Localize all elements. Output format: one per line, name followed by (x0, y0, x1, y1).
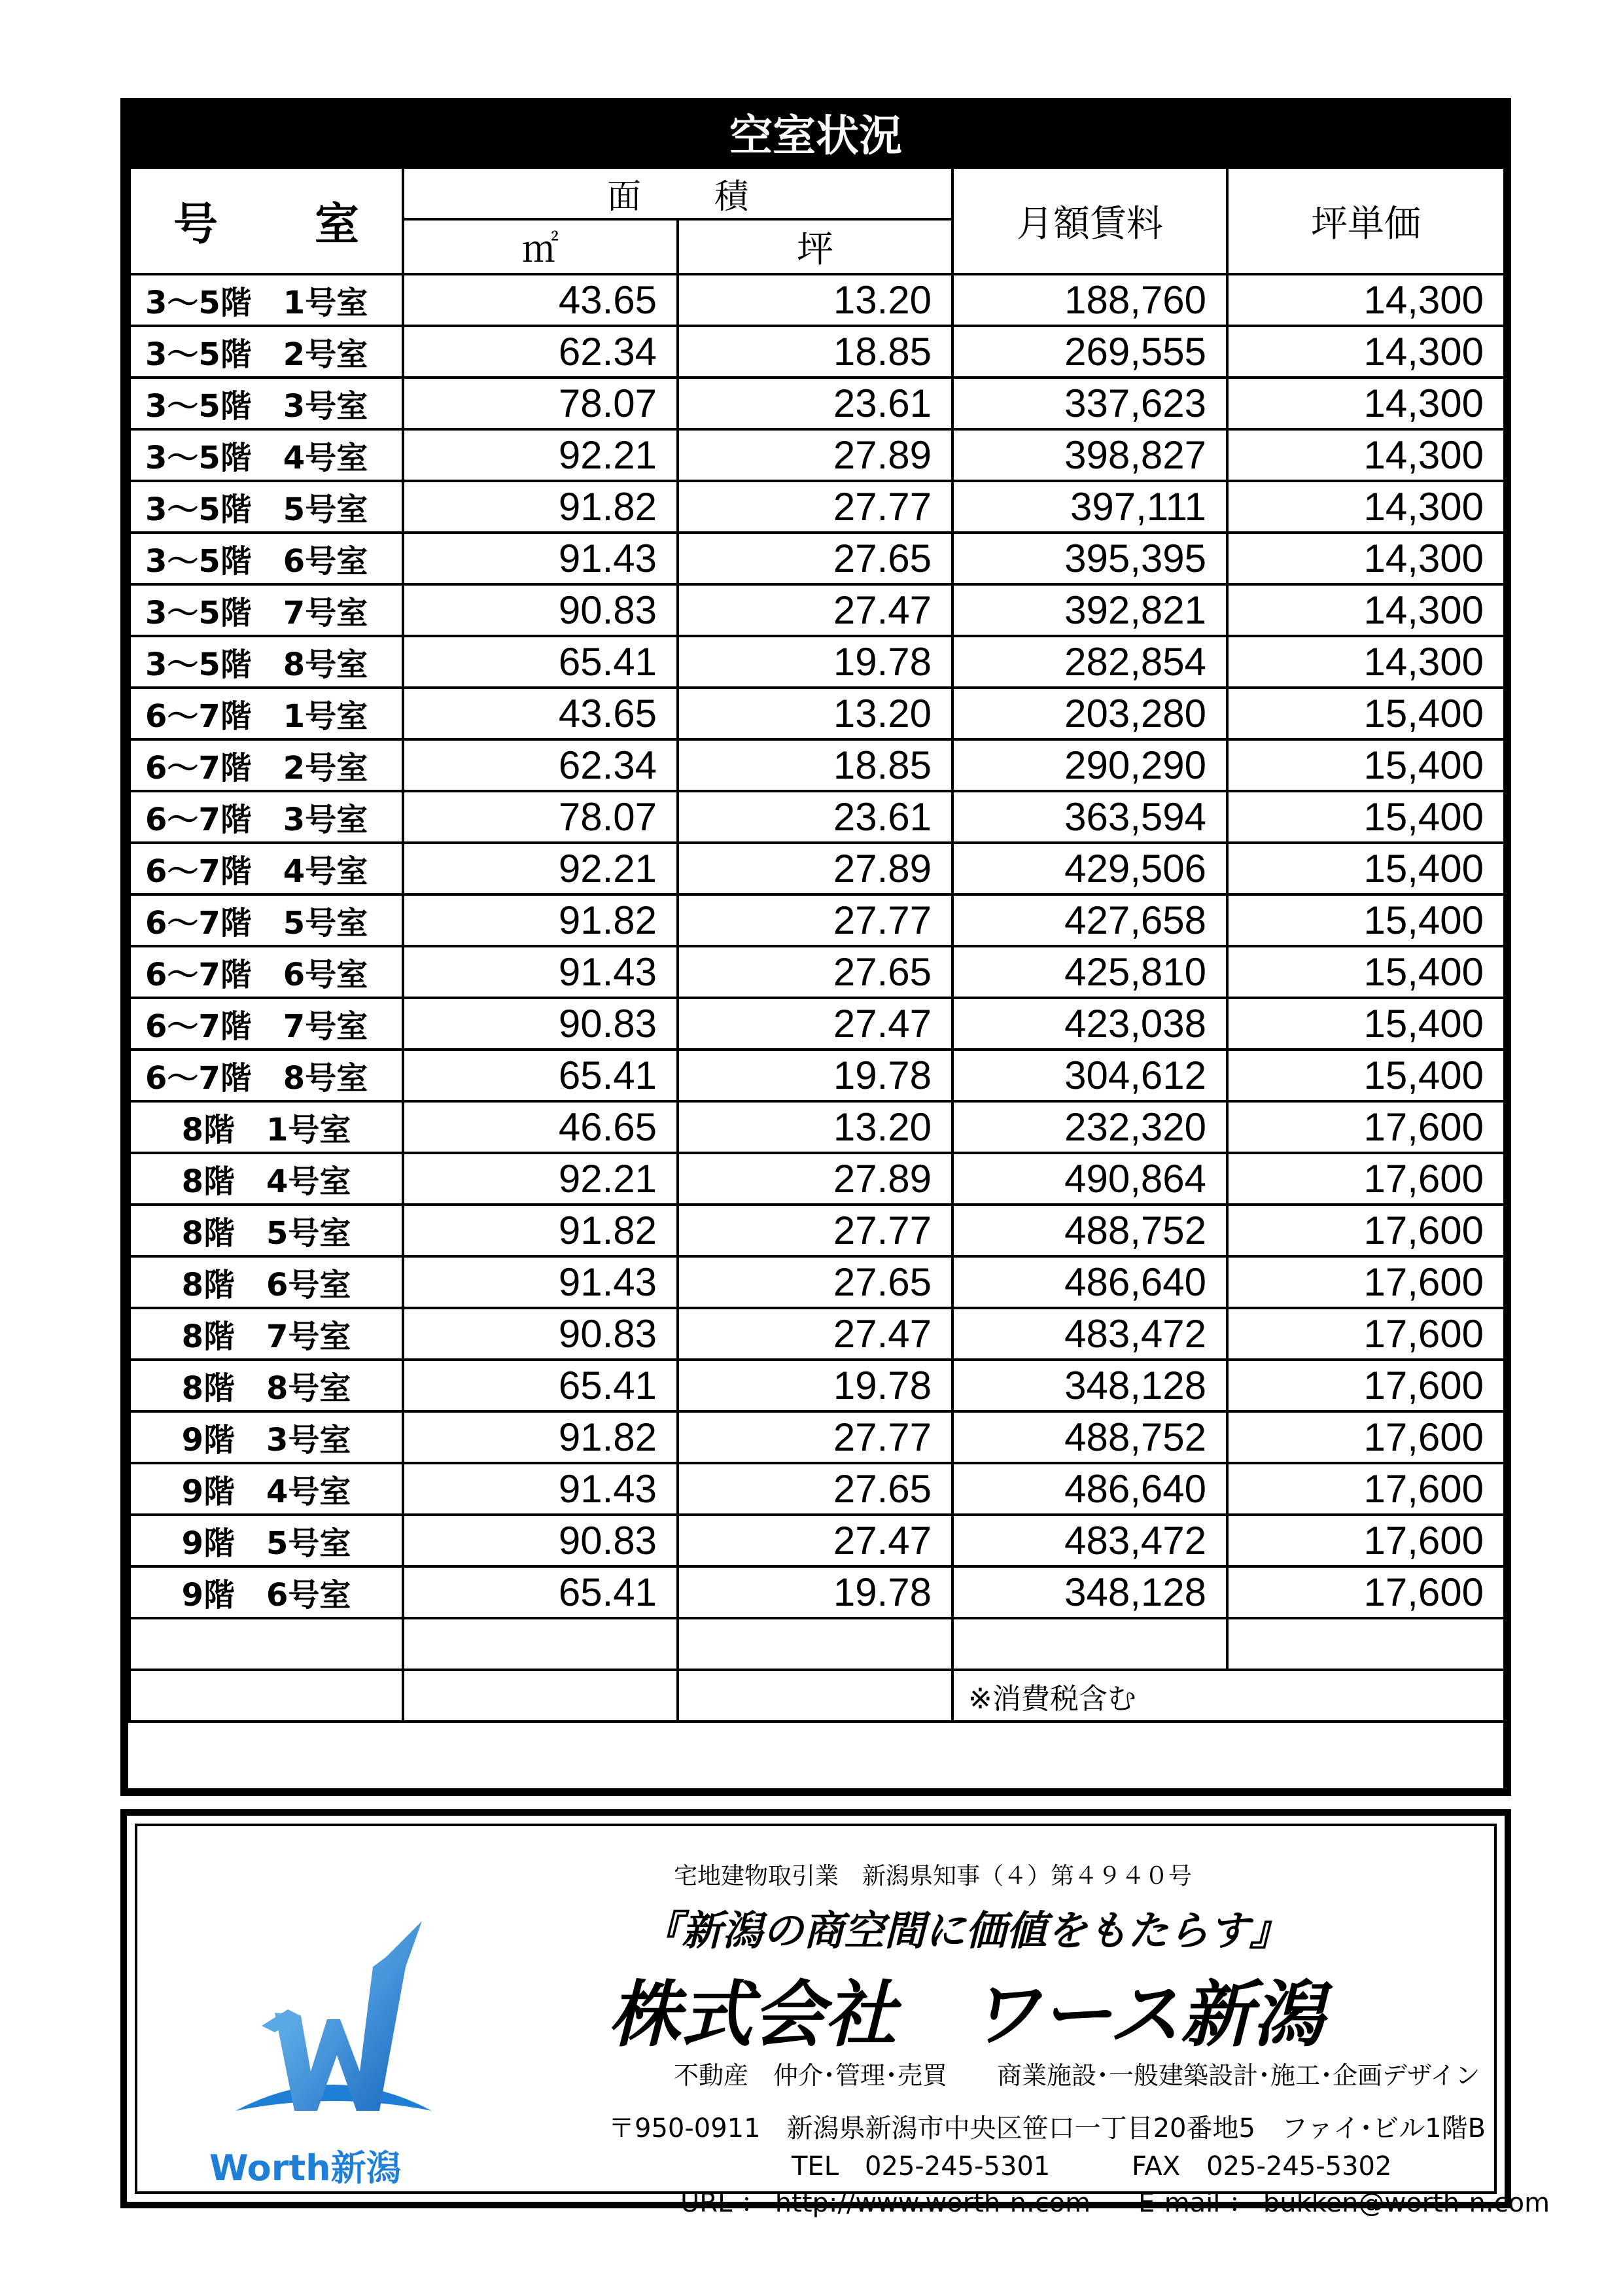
empty-cell (952, 1618, 1227, 1670)
note-row (130, 1670, 1505, 1722)
monthly-rent-cell: 488,752 (952, 1411, 1227, 1463)
room-cell: 6～7階 2号室 (130, 739, 403, 791)
table-row (130, 1101, 1505, 1153)
room-cell: 3～5階 6号室 (130, 533, 403, 584)
header-area: 面 積 (403, 168, 952, 219)
table-title: 空室状況 (128, 106, 1503, 166)
unit-price-cell: 17,600 (1227, 1515, 1505, 1566)
unit-price-cell: 17,600 (1227, 1308, 1505, 1360)
monthly-rent-cell: 486,640 (952, 1256, 1227, 1308)
unit-price-cell: 14,300 (1227, 636, 1505, 688)
unit-price-cell: 17,600 (1227, 1256, 1505, 1308)
area-tsubo-cell: 27.77 (678, 1411, 952, 1463)
table-row (130, 584, 1505, 636)
monthly-rent-cell: 429,506 (952, 843, 1227, 894)
footer-inner-frame (135, 1824, 1550, 2218)
table-row (130, 274, 1505, 326)
room-cell: 6～7階 8号室 (130, 1050, 403, 1101)
area-sqm-cell: 91.82 (403, 1411, 678, 1463)
unit-price-cell: 15,400 (1227, 791, 1505, 843)
area-sqm-cell: 65.41 (403, 1360, 678, 1411)
monthly-rent-cell: 486,640 (952, 1463, 1227, 1515)
monthly-rent-cell: 423,038 (952, 998, 1227, 1050)
empty-cell (678, 1618, 952, 1670)
room-cell: 3～5階 4号室 (130, 429, 403, 481)
business-lines: 不動産 仲介･管理･売買 商業施設･一般建築設計･施工･企画デザイン (674, 2061, 1480, 2090)
table-row (130, 843, 1505, 894)
area-sqm-cell: 92.21 (403, 429, 678, 481)
area-sqm-cell: 90.83 (403, 998, 678, 1050)
unit-price-cell: 15,400 (1227, 1050, 1505, 1101)
area-sqm-cell: 91.82 (403, 894, 678, 946)
area-sqm-cell: 91.43 (403, 533, 678, 584)
room-cell: 3～5階 1号室 (130, 274, 403, 326)
area-tsubo-cell: 27.47 (678, 1515, 952, 1566)
monthly-rent-cell: 337,623 (952, 378, 1227, 429)
table-row (130, 326, 1505, 378)
area-sqm-cell: 62.34 (403, 739, 678, 791)
monthly-rent-cell: 348,128 (952, 1360, 1227, 1411)
company-slogan: 『新潟の商空間に価値をもたらす』 (641, 1907, 1291, 1954)
header-rent: 月額賃料 (952, 168, 1227, 274)
table-row (130, 688, 1505, 739)
room-cell: 6～7階 4号室 (130, 843, 403, 894)
table-body (130, 274, 1505, 1618)
monthly-rent-cell: 397,111 (952, 481, 1227, 533)
area-tsubo-cell: 27.77 (678, 1205, 952, 1256)
area-tsubo-cell: 27.47 (678, 584, 952, 636)
room-cell: 6～7階 1号室 (130, 688, 403, 739)
room-cell: 3～5階 2号室 (130, 326, 403, 378)
area-sqm-cell: 78.07 (403, 378, 678, 429)
area-tsubo-cell: 27.77 (678, 894, 952, 946)
room-cell: 9階 3号室 (130, 1411, 403, 1463)
monthly-rent-cell: 282,854 (952, 636, 1227, 688)
company-name: 株式会社 ワース新潟 (608, 1973, 1325, 2057)
unit-price-cell: 17,600 (1227, 1566, 1505, 1618)
table-row (130, 533, 1505, 584)
area-tsubo-cell: 19.78 (678, 1566, 952, 1618)
room-cell: 8階 1号室 (130, 1101, 403, 1153)
area-sqm-cell: 91.43 (403, 1256, 678, 1308)
area-tsubo-cell: 27.77 (678, 481, 952, 533)
area-sqm-cell: 92.21 (403, 843, 678, 894)
table-row (130, 1411, 1505, 1463)
unit-price-cell: 14,300 (1227, 378, 1505, 429)
monthly-rent-cell: 483,472 (952, 1308, 1227, 1360)
table-row (130, 636, 1505, 688)
table-row (130, 998, 1505, 1050)
room-cell: 3～5階 8号室 (130, 636, 403, 688)
empty-cell (678, 1670, 952, 1722)
header-tsubo: 坪 (678, 219, 952, 274)
unit-price-cell: 15,400 (1227, 894, 1505, 946)
empty-cell (1227, 1618, 1505, 1670)
area-sqm-cell: 91.43 (403, 946, 678, 998)
unit-price-cell: 14,300 (1227, 584, 1505, 636)
monthly-rent-cell: 483,472 (952, 1515, 1227, 1566)
area-tsubo-cell: 19.78 (678, 1050, 952, 1101)
area-sqm-cell: 91.82 (403, 1205, 678, 1256)
unit-price-cell: 14,300 (1227, 533, 1505, 584)
area-tsubo-cell: 27.89 (678, 843, 952, 894)
area-sqm-cell: 65.41 (403, 1566, 678, 1618)
table-row (130, 791, 1505, 843)
unit-price-cell: 14,300 (1227, 274, 1505, 326)
area-tsubo-cell: 13.20 (678, 274, 952, 326)
table-row (130, 1205, 1505, 1256)
area-sqm-cell: 43.65 (403, 274, 678, 326)
area-tsubo-cell: 27.65 (678, 1463, 952, 1515)
room-cell: 9階 5号室 (130, 1515, 403, 1566)
table-row (130, 946, 1505, 998)
table-row (130, 1515, 1505, 1566)
area-sqm-cell: 91.82 (403, 481, 678, 533)
area-sqm-cell: 65.41 (403, 636, 678, 688)
monthly-rent-cell: 363,594 (952, 791, 1227, 843)
room-cell: 8階 5号室 (130, 1205, 403, 1256)
vacancy-table-frame (120, 98, 1511, 1796)
fax-number: FAX 025-245-5302 (1132, 2151, 1392, 2181)
room-cell: 3～5階 7号室 (130, 584, 403, 636)
room-cell: 9階 4号室 (130, 1463, 403, 1515)
area-sqm-cell: 62.34 (403, 326, 678, 378)
area-sqm-cell: 78.07 (403, 791, 678, 843)
monthly-rent-cell: 269,555 (952, 326, 1227, 378)
monthly-rent-cell: 392,821 (952, 584, 1227, 636)
monthly-rent-cell: 203,280 (952, 688, 1227, 739)
area-sqm-cell: 90.83 (403, 1515, 678, 1566)
table-row (130, 481, 1505, 533)
company-footer (120, 1809, 1550, 2218)
area-tsubo-cell: 23.61 (678, 378, 952, 429)
area-tsubo-cell: 27.47 (678, 1308, 952, 1360)
empty-row (130, 1618, 1505, 1670)
unit-price-cell: 17,600 (1227, 1101, 1505, 1153)
table-row (130, 1153, 1505, 1205)
room-cell: 3～5階 3号室 (130, 378, 403, 429)
unit-price-cell: 15,400 (1227, 843, 1505, 894)
monthly-rent-cell: 425,810 (952, 946, 1227, 998)
monthly-rent-cell: 395,395 (952, 533, 1227, 584)
table-row (130, 739, 1505, 791)
table-row (130, 1566, 1505, 1618)
table-row (130, 1308, 1505, 1360)
area-tsubo-cell: 19.78 (678, 636, 952, 688)
header-room: 号 室 (130, 168, 403, 274)
area-sqm-cell: 92.21 (403, 1153, 678, 1205)
tax-note: ※消費税含む (952, 1670, 1505, 1722)
area-tsubo-cell: 18.85 (678, 326, 952, 378)
area-tsubo-cell: 27.47 (678, 998, 952, 1050)
monthly-rent-cell: 290,290 (952, 739, 1227, 791)
room-cell: 3～5階 5号室 (130, 481, 403, 533)
area-tsubo-cell: 27.65 (678, 533, 952, 584)
area-tsubo-cell: 27.89 (678, 429, 952, 481)
monthly-rent-cell: 304,612 (952, 1050, 1227, 1101)
area-sqm-cell: 90.83 (403, 1308, 678, 1360)
unit-price-cell: 17,600 (1227, 1205, 1505, 1256)
unit-price-cell: 14,300 (1227, 326, 1505, 378)
table-row (130, 1050, 1505, 1101)
room-cell: 6～7階 3号室 (130, 791, 403, 843)
monthly-rent-cell: 488,752 (952, 1205, 1227, 1256)
header-sqm: ㎡ (403, 219, 678, 274)
phone-number: TEL 025-245-5301 (792, 2151, 1051, 2181)
area-tsubo-cell: 23.61 (678, 791, 952, 843)
room-cell: 8階 6号室 (130, 1256, 403, 1308)
table-row (130, 1256, 1505, 1308)
worth-logo-icon (196, 1895, 471, 2183)
monthly-rent-cell: 348,128 (952, 1566, 1227, 1618)
email-address[interactable]: E-mail ： bukken@worth-n.com (1138, 2188, 1550, 2218)
unit-price-cell: 15,400 (1227, 998, 1505, 1050)
license-number: 宅地建物取引業 新潟県知事（４）第４９４０号 (674, 1863, 1193, 1890)
table-row (130, 429, 1505, 481)
area-tsubo-cell: 27.89 (678, 1153, 952, 1205)
unit-price-cell: 17,600 (1227, 1411, 1505, 1463)
area-tsubo-cell: 13.20 (678, 688, 952, 739)
unit-price-cell: 14,300 (1227, 429, 1505, 481)
room-cell: 8階 8号室 (130, 1360, 403, 1411)
area-sqm-cell: 65.41 (403, 1050, 678, 1101)
unit-price-cell: 17,600 (1227, 1463, 1505, 1515)
empty-cell (403, 1618, 678, 1670)
table-row (130, 1463, 1505, 1515)
table-row (130, 894, 1505, 946)
room-cell: 6～7階 5号室 (130, 894, 403, 946)
room-cell: 8階 4号室 (130, 1153, 403, 1205)
monthly-rent-cell: 427,658 (952, 894, 1227, 946)
empty-cell (130, 1670, 403, 1722)
area-sqm-cell: 43.65 (403, 688, 678, 739)
header-unit-price: 坪単価 (1227, 168, 1505, 274)
logo-wordmark: Worth新潟 (209, 2147, 402, 2189)
area-sqm-cell: 90.83 (403, 584, 678, 636)
monthly-rent-cell: 490,864 (952, 1153, 1227, 1205)
unit-price-cell: 15,400 (1227, 688, 1505, 739)
monthly-rent-cell: 188,760 (952, 274, 1227, 326)
monthly-rent-cell: 232,320 (952, 1101, 1227, 1153)
area-tsubo-cell: 13.20 (678, 1101, 952, 1153)
area-tsubo-cell: 19.78 (678, 1360, 952, 1411)
unit-price-cell: 15,400 (1227, 946, 1505, 998)
unit-price-cell: 17,600 (1227, 1153, 1505, 1205)
website-url[interactable]: URL ： http://www.worth-n.com (680, 2188, 1091, 2218)
area-tsubo-cell: 27.65 (678, 946, 952, 998)
area-sqm-cell: 46.65 (403, 1101, 678, 1153)
table-row (130, 1360, 1505, 1411)
room-cell: 9階 6号室 (130, 1566, 403, 1618)
monthly-rent-cell: 398,827 (952, 429, 1227, 481)
area-tsubo-cell: 27.65 (678, 1256, 952, 1308)
unit-price-cell: 14,300 (1227, 481, 1505, 533)
unit-price-cell: 17,600 (1227, 1360, 1505, 1411)
empty-cell (403, 1670, 678, 1722)
empty-cell (130, 1618, 403, 1670)
room-cell: 6～7階 7号室 (130, 998, 403, 1050)
unit-price-cell: 15,400 (1227, 739, 1505, 791)
table-row (130, 378, 1505, 429)
room-cell: 6～7階 6号室 (130, 946, 403, 998)
area-sqm-cell: 91.43 (403, 1463, 678, 1515)
vacancy-table (128, 166, 1506, 1723)
room-cell: 8階 7号室 (130, 1308, 403, 1360)
area-tsubo-cell: 18.85 (678, 739, 952, 791)
company-address: 〒950-0911 新潟県新潟市中央区笹口一丁目20番地5 ファイ･ビル1階B (608, 2113, 1486, 2144)
